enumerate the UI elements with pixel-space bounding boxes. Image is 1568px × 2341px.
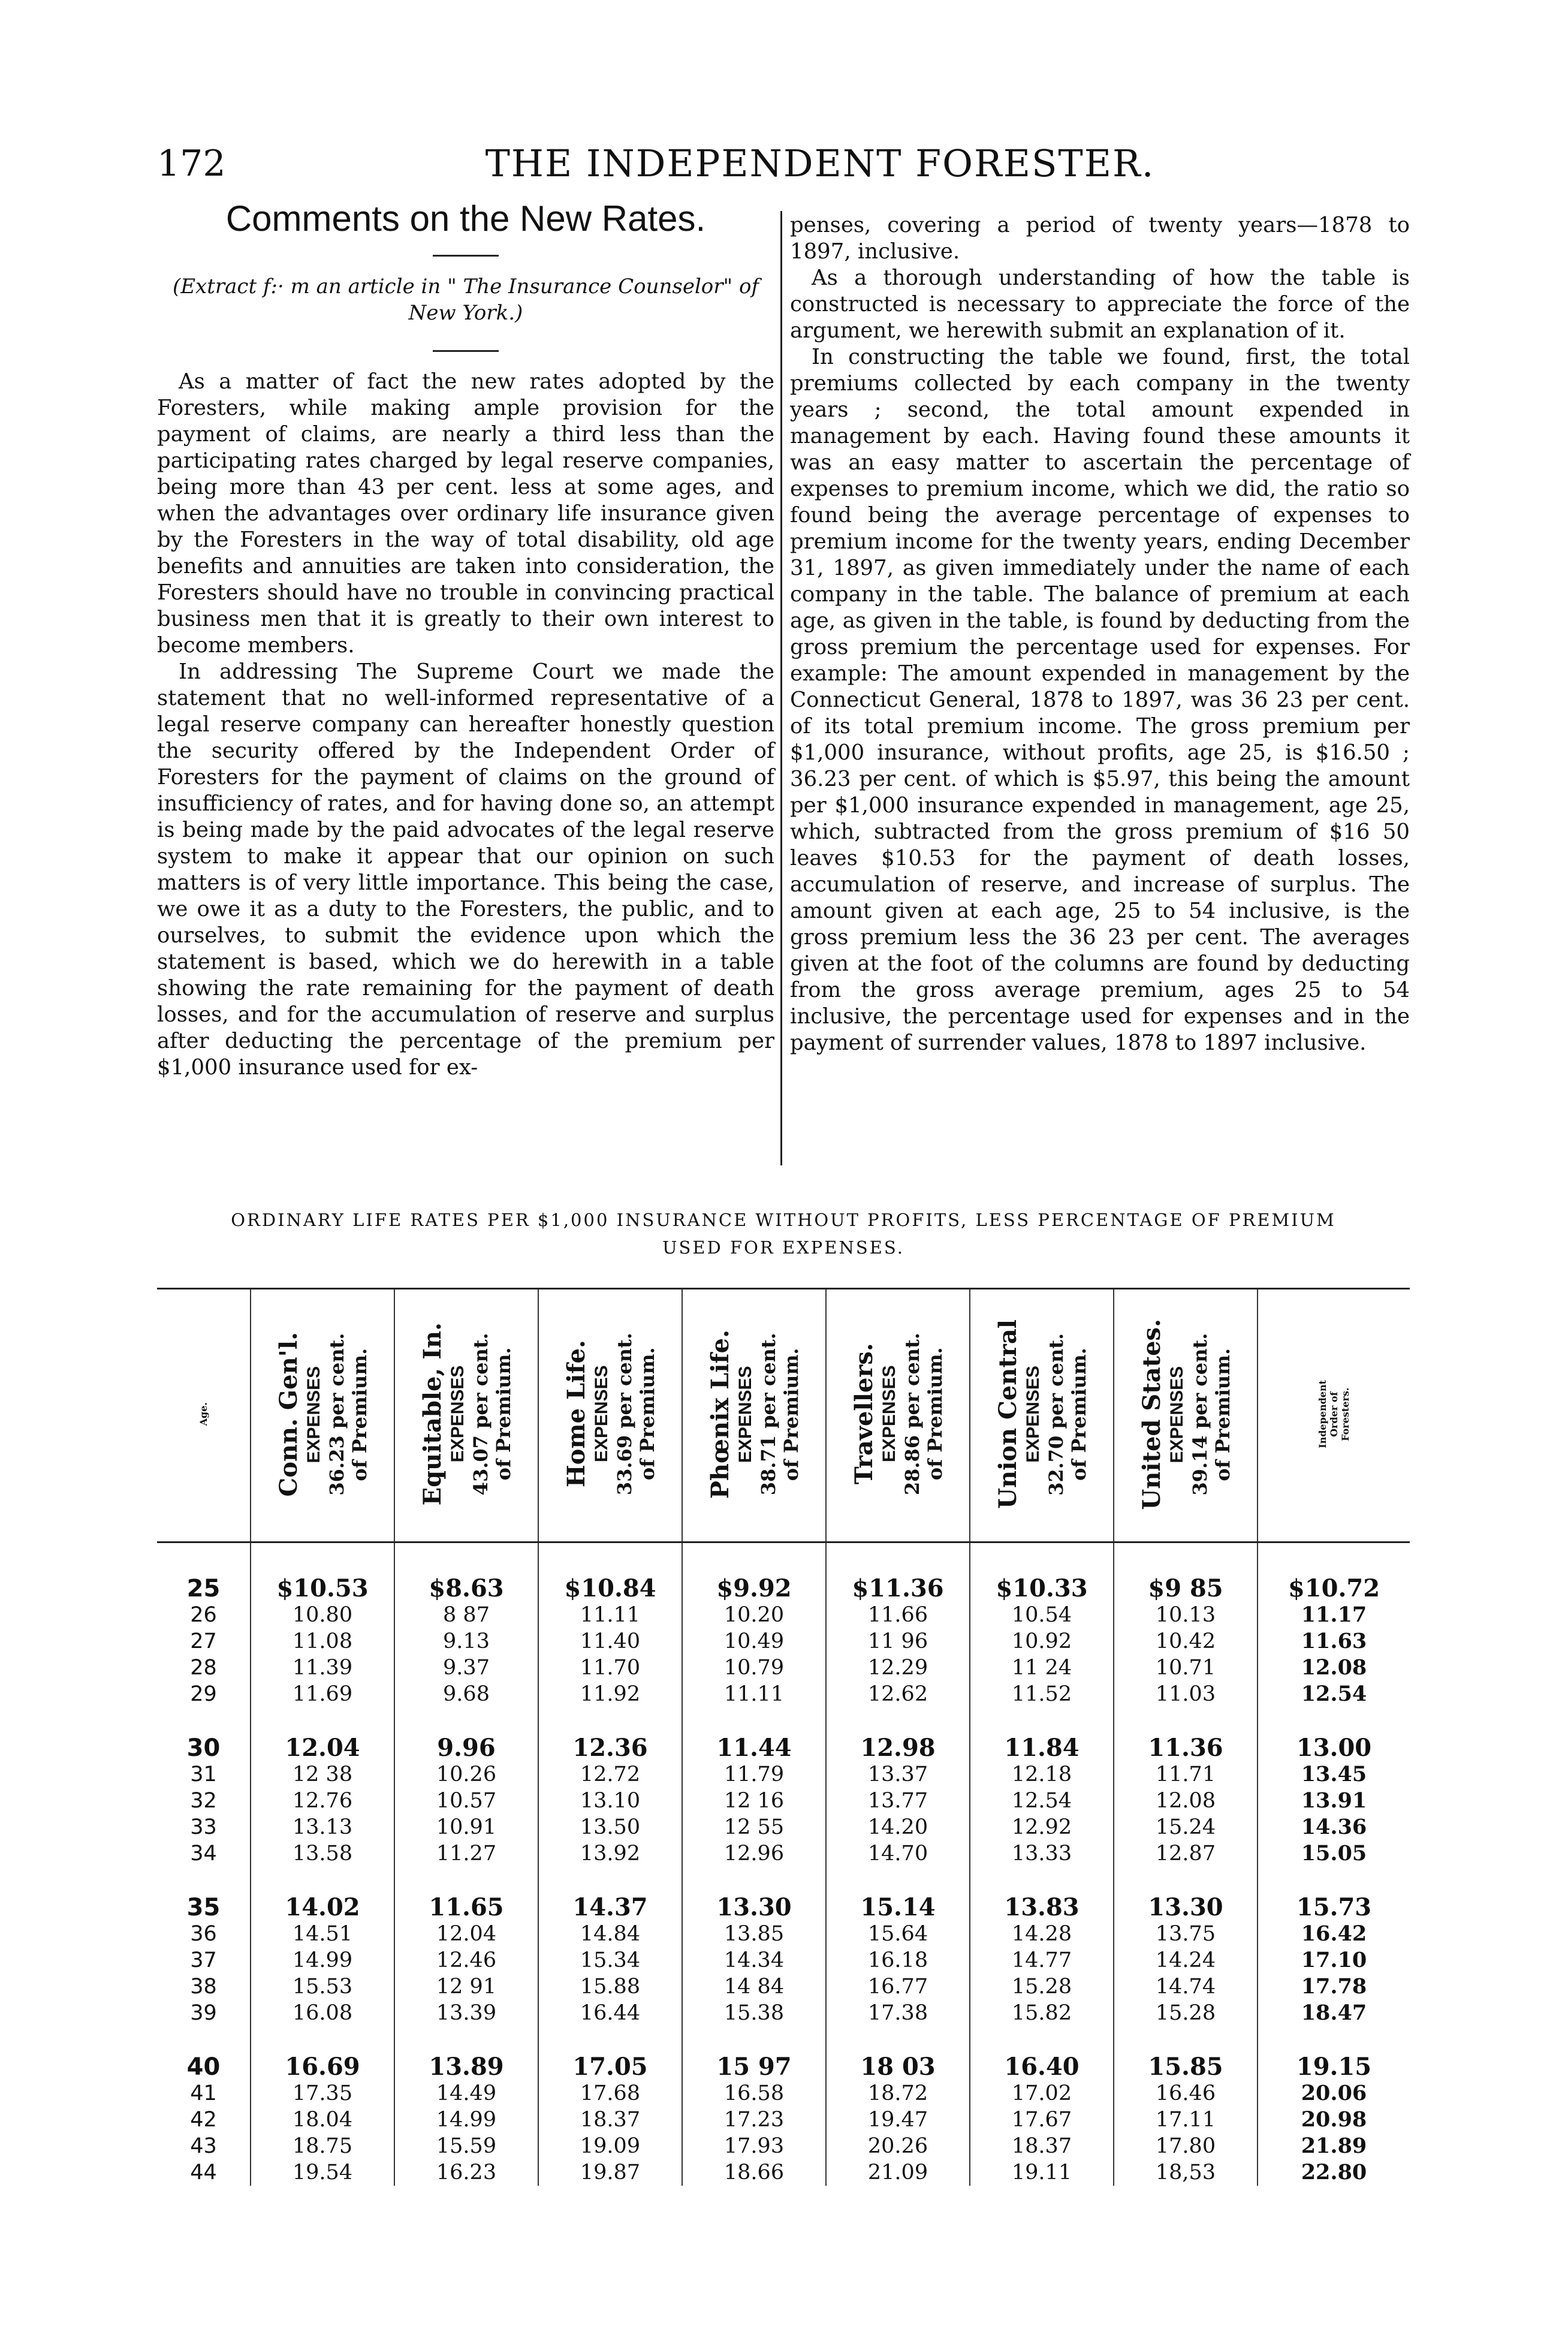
age-cell: 35 bbox=[157, 1867, 251, 1921]
age-cell: 43 bbox=[157, 2133, 251, 2159]
age-cell: 29 bbox=[157, 1681, 251, 1707]
rate-cell: $10.84 bbox=[538, 1542, 682, 1602]
table-row bbox=[157, 2080, 1410, 2107]
rate-cell: 12 55 bbox=[682, 1814, 826, 1840]
rate-cell: 11.66 bbox=[826, 1602, 970, 1628]
rate-cell: 14.34 bbox=[682, 1947, 826, 1974]
table-title bbox=[157, 1206, 1410, 1261]
rate-cell: 12.04 bbox=[251, 1707, 394, 1761]
rate-cell: 12.98 bbox=[826, 1707, 970, 1761]
rate-cell: 13.13 bbox=[251, 1814, 394, 1840]
age-cell: 38 bbox=[157, 1974, 251, 2000]
rate-cell: 12.92 bbox=[970, 1814, 1114, 1840]
rate-cell: 11.11 bbox=[682, 1681, 826, 1707]
rate-cell: 17.78 bbox=[1258, 1974, 1410, 2000]
rate-cell: 16.08 bbox=[251, 2000, 394, 2026]
rate-cell: 10.71 bbox=[1114, 1655, 1258, 1681]
rate-cell: 13.10 bbox=[538, 1788, 682, 1814]
rate-cell: 14.28 bbox=[970, 1921, 1114, 1947]
rate-cell: $10.33 bbox=[970, 1542, 1114, 1602]
rate-cell: 14 84 bbox=[682, 1974, 826, 2000]
rate-cell: 11.92 bbox=[538, 1681, 682, 1707]
rate-cell: 16.44 bbox=[538, 2000, 682, 2026]
rate-cell: 14.84 bbox=[538, 1921, 682, 1947]
rate-cell: 11.63 bbox=[1258, 1628, 1410, 1655]
rate-cell: 14.24 bbox=[1114, 1947, 1258, 1974]
header-union-central: Union Central EXPENSES 32.70 per cent. of Premium. bbox=[970, 1289, 1114, 1542]
table-row bbox=[157, 1602, 1410, 1628]
right-column bbox=[790, 212, 1410, 1056]
age-cell: 32 bbox=[157, 1788, 251, 1814]
rate-cell: 15.59 bbox=[394, 2133, 538, 2159]
rate-cell: 19.11 bbox=[970, 2159, 1114, 2186]
table-row bbox=[157, 1974, 1410, 2000]
rate-cell: 9.13 bbox=[394, 1628, 538, 1655]
rate-cell: 10.20 bbox=[682, 1602, 826, 1628]
table-row bbox=[157, 2026, 1410, 2080]
rate-cell: 18.37 bbox=[538, 2107, 682, 2133]
header-age: Age. bbox=[157, 1289, 251, 1542]
rate-cell: 15 97 bbox=[682, 2026, 826, 2080]
rate-cell: 14.77 bbox=[970, 1947, 1114, 1974]
rate-cell: 11.65 bbox=[394, 1867, 538, 1921]
rate-cell: 12.54 bbox=[1258, 1681, 1410, 1707]
rate-cell: 15.34 bbox=[538, 1947, 682, 1974]
header-united-states: United States. EXPENSES 39.14 per cent. of Premium. bbox=[1114, 1289, 1258, 1542]
rate-cell: 18,53 bbox=[1114, 2159, 1258, 2186]
rate-cell: 18.66 bbox=[682, 2159, 826, 2186]
rate-cell: 13.77 bbox=[826, 1788, 970, 1814]
header-home-life: Home Life. EXPENSES 33.69 per cent. of Premium. bbox=[538, 1289, 682, 1542]
extract-rule bbox=[433, 350, 499, 352]
rate-cell: 15.24 bbox=[1114, 1814, 1258, 1840]
rate-cell: 18 03 bbox=[826, 2026, 970, 2080]
age-cell: 34 bbox=[157, 1840, 251, 1867]
rate-cell: 13.30 bbox=[682, 1867, 826, 1921]
rate-cell: 13.91 bbox=[1258, 1788, 1410, 1814]
rate-cell: 11.36 bbox=[1114, 1707, 1258, 1761]
age-cell: 27 bbox=[157, 1628, 251, 1655]
rate-cell: 13.45 bbox=[1258, 1761, 1410, 1788]
rate-cell: 19.54 bbox=[251, 2159, 394, 2186]
rate-cell: 9.68 bbox=[394, 1681, 538, 1707]
rate-cell: $10.72 bbox=[1258, 1542, 1410, 1602]
rate-cell: 12.08 bbox=[1114, 1788, 1258, 1814]
rate-cell: 19.15 bbox=[1258, 2026, 1410, 2080]
rate-cell: 10.57 bbox=[394, 1788, 538, 1814]
rate-cell: 14.49 bbox=[394, 2080, 538, 2107]
rate-cell: 17.23 bbox=[682, 2107, 826, 2133]
rate-cell: $11.36 bbox=[826, 1542, 970, 1602]
header-equitable: Equitable, In. EXPENSES 43.07 per cent. of Premium. bbox=[394, 1289, 538, 1542]
rate-cell: 17.10 bbox=[1258, 1947, 1410, 1974]
rate-cell: 18.75 bbox=[251, 2133, 394, 2159]
rate-cell: 20.98 bbox=[1258, 2107, 1410, 2133]
rate-cell: 12.96 bbox=[682, 1840, 826, 1867]
rates-table bbox=[157, 1288, 1410, 2186]
rate-cell: 13.58 bbox=[251, 1840, 394, 1867]
table-row bbox=[157, 1814, 1410, 1840]
rate-cell: 10.80 bbox=[251, 1602, 394, 1628]
rate-cell: $9.92 bbox=[682, 1542, 826, 1602]
rate-cell: 22.80 bbox=[1258, 2159, 1410, 2186]
rate-cell: 12.62 bbox=[826, 1681, 970, 1707]
rate-cell: 16.18 bbox=[826, 1947, 970, 1974]
table-header-row bbox=[157, 1289, 1410, 1542]
table-row bbox=[157, 1788, 1410, 1814]
rate-cell: 14.99 bbox=[394, 2107, 538, 2133]
table-row bbox=[157, 2133, 1410, 2159]
table-row bbox=[157, 1628, 1410, 1655]
rate-cell: 11.11 bbox=[538, 1602, 682, 1628]
rate-cell: 21.89 bbox=[1258, 2133, 1410, 2159]
table-row bbox=[157, 1840, 1410, 1867]
rate-cell: 11.27 bbox=[394, 1840, 538, 1867]
rate-cell: 12.04 bbox=[394, 1921, 538, 1947]
rate-cell: 12.46 bbox=[394, 1947, 538, 1974]
rate-cell: 15.53 bbox=[251, 1974, 394, 2000]
age-cell: 40 bbox=[157, 2026, 251, 2080]
right-paragraph-3: In constructing the table we found, first, the total premiums collected by each company in the twenty years ; second, the total amount expended in management by each. Having found these amounts it was an easy matter to ascertain the percentage of expenses to premium income, which we did, the ratio so found being the average percentage of expenses to premium income for the twenty years, ending December 31, 1897, as given immediately under the name of each company in the table. The balance of premium at each age, as given in the table, is found by deducting from the gross premium the percentage used for expenses. For example: The amount expended in management by the Connecticut General, 1878 to 1897, was 36 23 per cent. of its total premium income. The gross premium per $1,000 insurance, without profits, age 25, is $16.50 ; 36.23 per cent. of which is $5.97, this being the amount per $1,000 insurance expended in management, age 25, which, subtracted from the gross premium of $16 50 leaves $10.53 for the payment of death losses, accumulation of reserve, and increase of surplus. The amount given at each age, 25 to 54 inclusive, is the gross premium less the 36 23 per cent. The averages given at the foot of the columns are found by deducting from the gross average premium, ages 25 to 54 inclusive, the percentage used for expenses and in the payment of surrender values, 1878 to 1897 inclusive. bbox=[790, 345, 1410, 1055]
rate-cell: 14.99 bbox=[251, 1947, 394, 1974]
rate-cell: 19.47 bbox=[826, 2107, 970, 2133]
rate-cell: 16.42 bbox=[1258, 1921, 1410, 1947]
table-row bbox=[157, 1707, 1410, 1761]
left-paragraph-2: In addressing The Supreme Court we made the statement that no well-informed representative of a legal reserve company can hereafter honestly question the security offered by the Independent Order of Foresters for the payment of claims on the ground of insufficiency of rates, and for having done so, an attempt is being made by the paid advocates of the legal reserve system to make it appear that our opinion on such matters is of very little importance. This being the case, we owe it as a duty to the Foresters, the public, and to ourselves, to submit the evidence upon which the statement is based, which we do herewith in a table showing the rate remaining for the payment of death losses, and for the accumulation of reserve and surplus after deducting the percentage of the premium per $1,000 insurance used for ex- bbox=[157, 659, 774, 1080]
rate-cell: 9.37 bbox=[394, 1655, 538, 1681]
rate-cell: 11 24 bbox=[970, 1655, 1114, 1681]
age-cell: 44 bbox=[157, 2159, 251, 2186]
rate-cell: 14.74 bbox=[1114, 1974, 1258, 2000]
rate-cell: 15.28 bbox=[1114, 2000, 1258, 2026]
rate-cell: 11.79 bbox=[682, 1761, 826, 1788]
rate-cell: 12.76 bbox=[251, 1788, 394, 1814]
rate-cell: $8.63 bbox=[394, 1542, 538, 1602]
table-row bbox=[157, 2000, 1410, 2026]
rate-cell: 9.96 bbox=[394, 1707, 538, 1761]
rate-cell: 15.14 bbox=[826, 1867, 970, 1921]
rate-cell: 11.40 bbox=[538, 1628, 682, 1655]
left-column bbox=[157, 198, 774, 1081]
rate-cell: 13.30 bbox=[1114, 1867, 1258, 1921]
rate-cell: 19.09 bbox=[538, 2133, 682, 2159]
right-paragraph-2: As a thorough understanding of how the table is constructed is necessary to appreciate the force of the argument, we herewith submit an explanation of it. bbox=[790, 266, 1410, 343]
rate-cell: 20.06 bbox=[1258, 2080, 1410, 2107]
rate-cell: 14.36 bbox=[1258, 1814, 1410, 1840]
rate-cell: 13.39 bbox=[394, 2000, 538, 2026]
table-row bbox=[157, 2159, 1410, 2186]
rate-cell: 11.70 bbox=[538, 1655, 682, 1681]
rate-cell: $10.53 bbox=[251, 1542, 394, 1602]
rate-cell: 19.87 bbox=[538, 2159, 682, 2186]
rate-cell: 10.42 bbox=[1114, 1628, 1258, 1655]
header-travellers: Travellers. EXPENSES 28.86 per cent. of Premium. bbox=[826, 1289, 970, 1542]
rate-cell: 12 38 bbox=[251, 1761, 394, 1788]
rate-cell: 12.29 bbox=[826, 1655, 970, 1681]
rate-cell: 16.77 bbox=[826, 1974, 970, 2000]
rate-cell: 17.05 bbox=[538, 2026, 682, 2080]
table-row bbox=[157, 2107, 1410, 2133]
rate-cell: 15.05 bbox=[1258, 1840, 1410, 1867]
rate-cell: 10.26 bbox=[394, 1761, 538, 1788]
rate-cell: 16.46 bbox=[1114, 2080, 1258, 2107]
age-cell: 25 bbox=[157, 1542, 251, 1602]
rate-cell: 17.02 bbox=[970, 2080, 1114, 2107]
rate-cell: 15.64 bbox=[826, 1921, 970, 1947]
rate-cell: 16.40 bbox=[970, 2026, 1114, 2080]
rate-cell: 11.69 bbox=[251, 1681, 394, 1707]
age-cell: 39 bbox=[157, 2000, 251, 2026]
rate-cell: 10.54 bbox=[970, 1602, 1114, 1628]
header-conn-genl: Conn. Gen'l. EXPENSES 36.23 per cent. of Premium. bbox=[251, 1289, 394, 1542]
rate-cell: 15.38 bbox=[682, 2000, 826, 2026]
age-cell: 31 bbox=[157, 1761, 251, 1788]
rate-cell: 13.75 bbox=[1114, 1921, 1258, 1947]
table-row bbox=[157, 1681, 1410, 1707]
age-cell: 26 bbox=[157, 1602, 251, 1628]
rate-cell: 8 87 bbox=[394, 1602, 538, 1628]
rate-cell: 10.49 bbox=[682, 1628, 826, 1655]
rate-cell: 13.89 bbox=[394, 2026, 538, 2080]
rate-cell: 11 96 bbox=[826, 1628, 970, 1655]
rate-cell: 15.28 bbox=[970, 1974, 1114, 2000]
rate-cell: 12.87 bbox=[1114, 1840, 1258, 1867]
rate-cell: 18.72 bbox=[826, 2080, 970, 2107]
table-row bbox=[157, 1947, 1410, 1974]
rate-cell: 18.47 bbox=[1258, 2000, 1410, 2026]
age-cell: 36 bbox=[157, 1921, 251, 1947]
rate-cell: 15.73 bbox=[1258, 1867, 1410, 1921]
table-title-line-1: ORDINARY LIFE RATES PER $1,000 INSURANCE WITHOUT PROFITS, LESS PERCENTAGE OF PREMIUM bbox=[231, 1210, 1336, 1230]
rate-cell: 10.79 bbox=[682, 1655, 826, 1681]
rate-cell: 12 16 bbox=[682, 1788, 826, 1814]
rate-cell: 12.18 bbox=[970, 1761, 1114, 1788]
rate-cell: 11.44 bbox=[682, 1707, 826, 1761]
rate-cell: 11.84 bbox=[970, 1707, 1114, 1761]
table-row bbox=[157, 1761, 1410, 1788]
rate-cell: 10.13 bbox=[1114, 1602, 1258, 1628]
rate-cell: 17.68 bbox=[538, 2080, 682, 2107]
rate-cell: 13.85 bbox=[682, 1921, 826, 1947]
rate-cell: 11.17 bbox=[1258, 1602, 1410, 1628]
rate-cell: 18.37 bbox=[970, 2133, 1114, 2159]
rate-cell: 13.37 bbox=[826, 1761, 970, 1788]
table-body bbox=[157, 1542, 1410, 2186]
rate-cell: 13.92 bbox=[538, 1840, 682, 1867]
rate-cell: 13.83 bbox=[970, 1867, 1114, 1921]
rate-cell: 12.08 bbox=[1258, 1655, 1410, 1681]
rate-cell: 10.91 bbox=[394, 1814, 538, 1840]
rate-cell: 12.72 bbox=[538, 1761, 682, 1788]
rate-cell: 21.09 bbox=[826, 2159, 970, 2186]
age-cell: 30 bbox=[157, 1707, 251, 1761]
rate-cell: 17.67 bbox=[970, 2107, 1114, 2133]
age-cell: 28 bbox=[157, 1655, 251, 1681]
table-title-line-2: USED FOR EXPENSES. bbox=[662, 1237, 904, 1258]
age-cell: 41 bbox=[157, 2080, 251, 2107]
running-title: THE INDEPENDENT FORESTER. bbox=[485, 141, 1155, 185]
age-cell: 42 bbox=[157, 2107, 251, 2133]
rate-cell: 16.23 bbox=[394, 2159, 538, 2186]
table-row bbox=[157, 1542, 1410, 1602]
rate-cell: $9 85 bbox=[1114, 1542, 1258, 1602]
rate-cell: 11.08 bbox=[251, 1628, 394, 1655]
rate-cell: 15.88 bbox=[538, 1974, 682, 2000]
table-row bbox=[157, 1921, 1410, 1947]
age-cell: 37 bbox=[157, 1947, 251, 1974]
rate-cell: 11.03 bbox=[1114, 1681, 1258, 1707]
left-paragraph-1: As a matter of fact the new rates adopted by the Foresters, while making ample provision for the payment of claims, are nearly a third less than the participating rates charged by legal reserve companies, being more than 43 per cent. less at some ages, and when the advantages over ordinary life insurance given by the Foresters in the way of total disability, old age benefits and annuities are taken into consideration, the Foresters should have no trouble in convincing practical business men that it is greatly to their own interest to become members. bbox=[157, 369, 774, 658]
rate-cell: 17.93 bbox=[682, 2133, 826, 2159]
rate-cell: 11.52 bbox=[970, 1681, 1114, 1707]
rate-cell: 12.54 bbox=[970, 1788, 1114, 1814]
header-independent-order: Independent Order of Foresters. bbox=[1258, 1289, 1410, 1542]
rate-cell: 14.70 bbox=[826, 1840, 970, 1867]
rate-cell: 12 91 bbox=[394, 1974, 538, 2000]
right-paragraph-1: penses, covering a period of twenty years—1878 to 1897, inclusive. bbox=[790, 213, 1410, 264]
rate-cell: 14.20 bbox=[826, 1814, 970, 1840]
rate-cell: 17.35 bbox=[251, 2080, 394, 2107]
column-divider bbox=[780, 211, 782, 1165]
page-number: 172 bbox=[157, 143, 226, 185]
rate-cell: 16.58 bbox=[682, 2080, 826, 2107]
age-cell: 33 bbox=[157, 1814, 251, 1840]
rate-cell: 17.80 bbox=[1114, 2133, 1258, 2159]
rate-cell: 17.11 bbox=[1114, 2107, 1258, 2133]
extract-note: (Extract f:· m an article in " The Insurance Counselor" of New York.) bbox=[172, 275, 759, 325]
rate-cell: 15.82 bbox=[970, 2000, 1114, 2026]
rate-cell: 12.36 bbox=[538, 1707, 682, 1761]
rate-cell: 11.39 bbox=[251, 1655, 394, 1681]
rate-cell: 14.37 bbox=[538, 1867, 682, 1921]
rate-cell: 15.85 bbox=[1114, 2026, 1258, 2080]
rate-cell: 16.69 bbox=[251, 2026, 394, 2080]
rate-cell: 14.51 bbox=[251, 1921, 394, 1947]
rate-cell: 17.38 bbox=[826, 2000, 970, 2026]
rate-cell: 18.04 bbox=[251, 2107, 394, 2133]
rate-cell: 13.00 bbox=[1258, 1707, 1410, 1761]
table-row bbox=[157, 1655, 1410, 1681]
header-phoenix-life: Phœnix Life. EXPENSES 38.71 per cent. of Premium. bbox=[682, 1289, 826, 1542]
article-title: Comments on the New Rates. bbox=[225, 198, 706, 239]
rate-cell: 13.50 bbox=[538, 1814, 682, 1840]
table-row bbox=[157, 1867, 1410, 1921]
rate-cell: 11.71 bbox=[1114, 1761, 1258, 1788]
rate-cell: 13.33 bbox=[970, 1840, 1114, 1867]
rate-cell: 14.02 bbox=[251, 1867, 394, 1921]
rate-cell: 10.92 bbox=[970, 1628, 1114, 1655]
title-rule bbox=[433, 255, 499, 257]
rate-cell: 20.26 bbox=[826, 2133, 970, 2159]
